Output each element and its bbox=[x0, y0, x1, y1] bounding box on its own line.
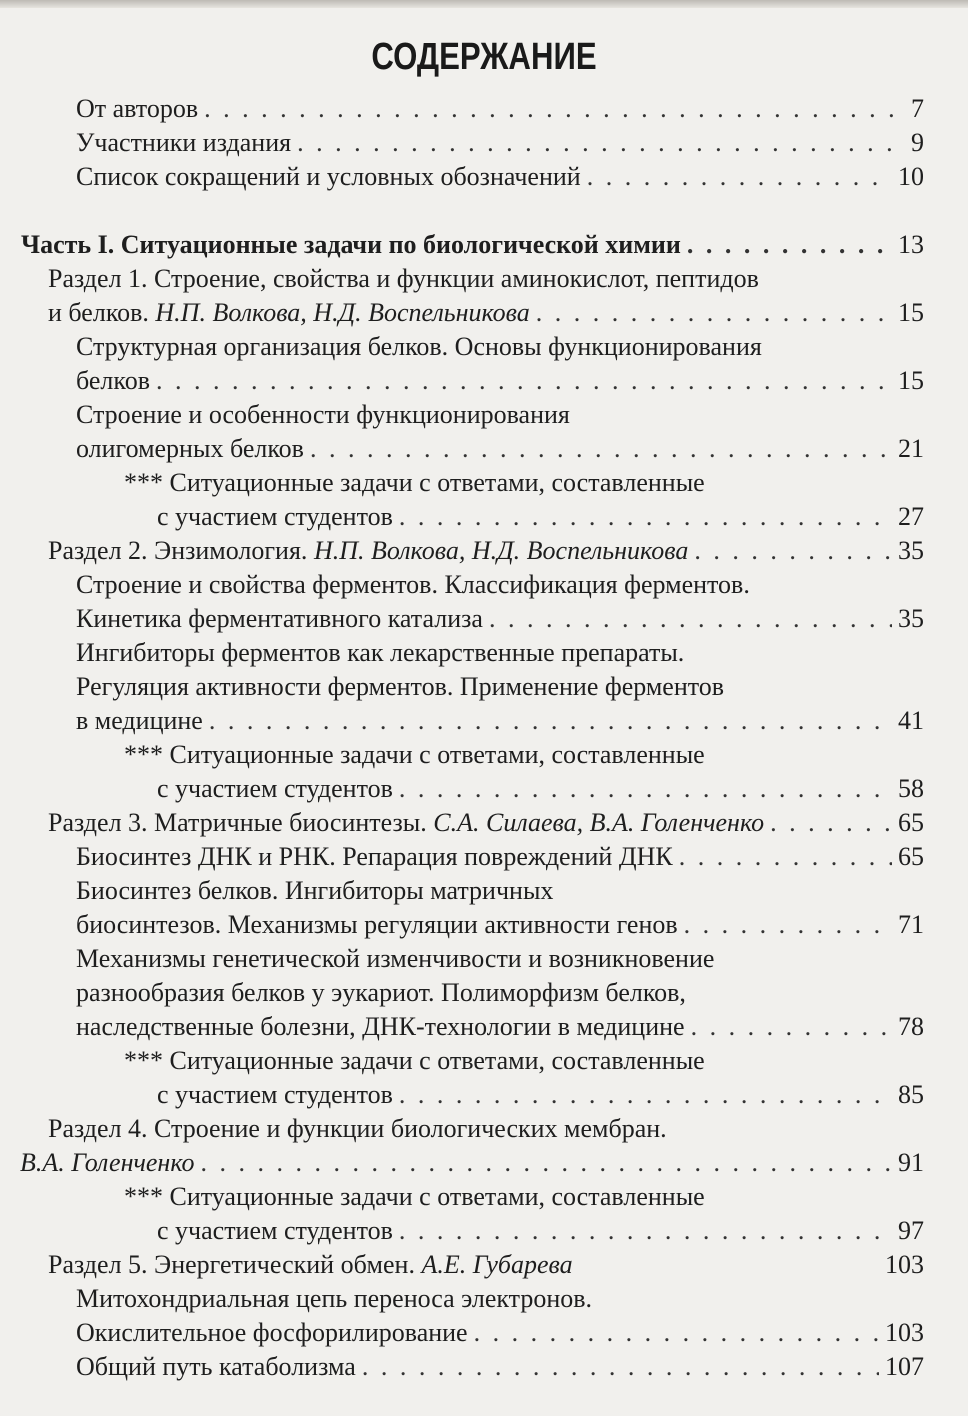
page-title: СОДЕРЖАНИЕ bbox=[371, 36, 597, 78]
leader-dots bbox=[399, 772, 892, 806]
toc-page-number: 103 bbox=[885, 1318, 924, 1347]
toc-entry-title: Механизмы генетической изменчивости и возникновение bbox=[76, 944, 715, 973]
toc-entry bbox=[124, 1044, 924, 1112]
toc-entry-title: Структурная организация белков. Основы функционирования bbox=[76, 332, 762, 361]
toc-entry-title: Общий путь катаболизма bbox=[76, 1352, 356, 1381]
toc-entry-title: Строение и особенности функционирования bbox=[76, 400, 570, 429]
toc-entry-title: Раздел 3. Матричные биосинтезы. bbox=[48, 808, 434, 837]
leader-dots bbox=[587, 160, 892, 194]
toc-entry bbox=[76, 330, 924, 398]
toc-page-number: 35 bbox=[898, 536, 924, 565]
toc-entry-title-cont: с участием студентов bbox=[157, 1216, 393, 1245]
toc-entry-title: Раздел 4. Строение и функции биологических мембран. bbox=[48, 1114, 667, 1143]
toc-page-number: 41 bbox=[898, 706, 924, 735]
toc-page-number: 91 bbox=[898, 1148, 924, 1177]
leader-dots bbox=[209, 704, 892, 738]
toc-page-number: 10 bbox=[898, 162, 924, 191]
toc-entry bbox=[76, 1282, 924, 1350]
toc-entry-title-cont: с участием студентов bbox=[157, 774, 393, 803]
toc-entry-title: Ингибиторы ферментов как лекарственные препараты. bbox=[76, 638, 685, 667]
toc-entry bbox=[76, 942, 924, 1044]
toc-page-number: 97 bbox=[898, 1216, 924, 1245]
toc-page-number: 103 bbox=[885, 1250, 924, 1279]
leader-dots bbox=[474, 1316, 879, 1350]
leader-dots bbox=[694, 534, 892, 568]
leader-dots bbox=[399, 1078, 892, 1112]
leader-dots bbox=[684, 908, 892, 942]
toc-entry-title: *** Ситуационные задачи с ответами, составленные bbox=[124, 1046, 705, 1075]
toc-section-entry bbox=[48, 262, 924, 330]
leader-dots bbox=[399, 500, 892, 534]
leader-dots bbox=[489, 602, 892, 636]
toc-section-entry bbox=[48, 1248, 924, 1282]
toc-entry-title: *** Ситуационные задачи с ответами, составленные bbox=[124, 468, 705, 497]
toc-authors: Н.П. Волкова, Н.Д. Воспельникова bbox=[155, 298, 530, 327]
leader-dots bbox=[770, 806, 892, 840]
toc-page-number: 15 bbox=[898, 298, 924, 327]
toc-entry-title-cont: с участием студентов bbox=[157, 502, 393, 531]
toc-entry bbox=[76, 568, 924, 636]
toc-entry-title: От авторов bbox=[76, 94, 199, 123]
leader-dots bbox=[687, 228, 892, 262]
toc-entry-title-cont: Окислительное фосфорилирование bbox=[76, 1318, 468, 1347]
toc-entry bbox=[76, 636, 924, 738]
leader-dots bbox=[691, 1010, 892, 1044]
toc-entry-title: Раздел 1. Строение, свойства и функции аминокислот, пептидов bbox=[48, 264, 759, 293]
toc-entry-title-cont: и белков. bbox=[48, 298, 156, 327]
toc-section-entry bbox=[48, 534, 924, 568]
toc-entry-title: Часть I. Ситуационные задачи по биологической химии bbox=[21, 230, 681, 259]
toc-entry-title-cont: олигомерных белков bbox=[76, 434, 304, 463]
toc-entry-title: *** Ситуационные задачи с ответами, составленные bbox=[124, 1182, 705, 1211]
toc-page-number: 65 bbox=[898, 842, 924, 871]
toc-entry bbox=[124, 466, 924, 534]
toc-entry-title-cont: белков bbox=[76, 366, 150, 395]
leader-dots bbox=[201, 1146, 893, 1180]
leader-dots bbox=[399, 1214, 892, 1248]
leader-dots bbox=[310, 432, 892, 466]
toc-page-number: 107 bbox=[885, 1352, 924, 1381]
toc-authors: А.Е. Губарева bbox=[421, 1250, 573, 1279]
toc-entry bbox=[76, 126, 924, 160]
toc-entry-title: Участники издания bbox=[76, 128, 292, 157]
toc-entry-title-cont: наследственные болезни, ДНК-технологии в медицине bbox=[76, 1012, 685, 1041]
toc-entry-title: Список сокращений и условных обозначений bbox=[76, 162, 581, 191]
leader-dots bbox=[362, 1350, 879, 1384]
toc-page-number: 35 bbox=[898, 604, 924, 633]
toc-entry bbox=[76, 1350, 924, 1384]
toc-entry bbox=[76, 398, 924, 466]
toc-page-number: 58 bbox=[898, 774, 924, 803]
toc-part-heading bbox=[21, 228, 924, 262]
toc-entry-title-cont: Регуляция активности ферментов. Применение ферментов bbox=[76, 672, 725, 701]
leader-dots bbox=[156, 364, 892, 398]
toc-page-number: 7 bbox=[911, 94, 924, 123]
toc-entry-title: Строение и свойства ферментов. Классификация ферментов. bbox=[76, 570, 750, 599]
toc-entry-title-cont: разнообразия белков у эукариот. Полиморфизм белков, bbox=[76, 978, 686, 1007]
toc-authors: В.А. Голенченко bbox=[20, 1148, 195, 1177]
toc-page-number: 78 bbox=[898, 1012, 924, 1041]
toc-page-number: 9 bbox=[911, 128, 924, 157]
toc-entry bbox=[124, 1180, 924, 1248]
toc-page-number: 13 bbox=[898, 230, 924, 259]
toc-authors: С.А. Силаева, В.А. Голенченко bbox=[433, 808, 765, 837]
leader-dots bbox=[204, 92, 905, 126]
toc-entry bbox=[76, 874, 924, 942]
toc-page-number: 15 bbox=[898, 366, 924, 395]
toc-entry bbox=[76, 840, 924, 874]
toc-entry-title: *** Ситуационные задачи с ответами, составленные bbox=[124, 740, 705, 769]
toc-entry-title: Митохондриальная цепь переноса электронов. bbox=[76, 1284, 593, 1313]
toc-section-entry bbox=[48, 806, 924, 840]
toc-entry-title: Раздел 2. Энзимология. bbox=[48, 536, 314, 565]
toc-entry bbox=[76, 92, 924, 126]
toc-entry bbox=[76, 160, 924, 194]
toc-authors: Н.П. Волкова, Н.Д. Воспельникова bbox=[313, 536, 689, 565]
toc-page-number: 65 bbox=[898, 808, 924, 837]
toc-section-entry bbox=[20, 1112, 924, 1180]
toc-entry-title: Раздел 5. Энергетический обмен. bbox=[48, 1250, 422, 1279]
toc-entry-title-cont: биосинтезов. Механизмы регуляции активности генов bbox=[76, 910, 678, 939]
toc-entry-title-cont: в медицине bbox=[76, 706, 203, 735]
toc-page-number: 21 bbox=[898, 434, 924, 463]
toc-page-number: 85 bbox=[898, 1080, 924, 1109]
leader-dots bbox=[297, 126, 905, 160]
toc-page-number: 27 bbox=[898, 502, 924, 531]
leader-dots bbox=[536, 296, 892, 330]
toc-entry bbox=[124, 738, 924, 806]
toc-page-number: 71 bbox=[898, 910, 924, 939]
toc-entry-title: Биосинтез белков. Ингибиторы матричных bbox=[76, 876, 554, 905]
toc-entry-title-cont: Кинетика ферментативного катализа bbox=[76, 604, 483, 633]
leader-dots bbox=[679, 840, 892, 874]
toc-entry-title: Биосинтез ДНК и РНК. Репарация повреждений ДНК bbox=[76, 842, 673, 871]
toc-entry-title-cont: с участием студентов bbox=[157, 1080, 393, 1109]
